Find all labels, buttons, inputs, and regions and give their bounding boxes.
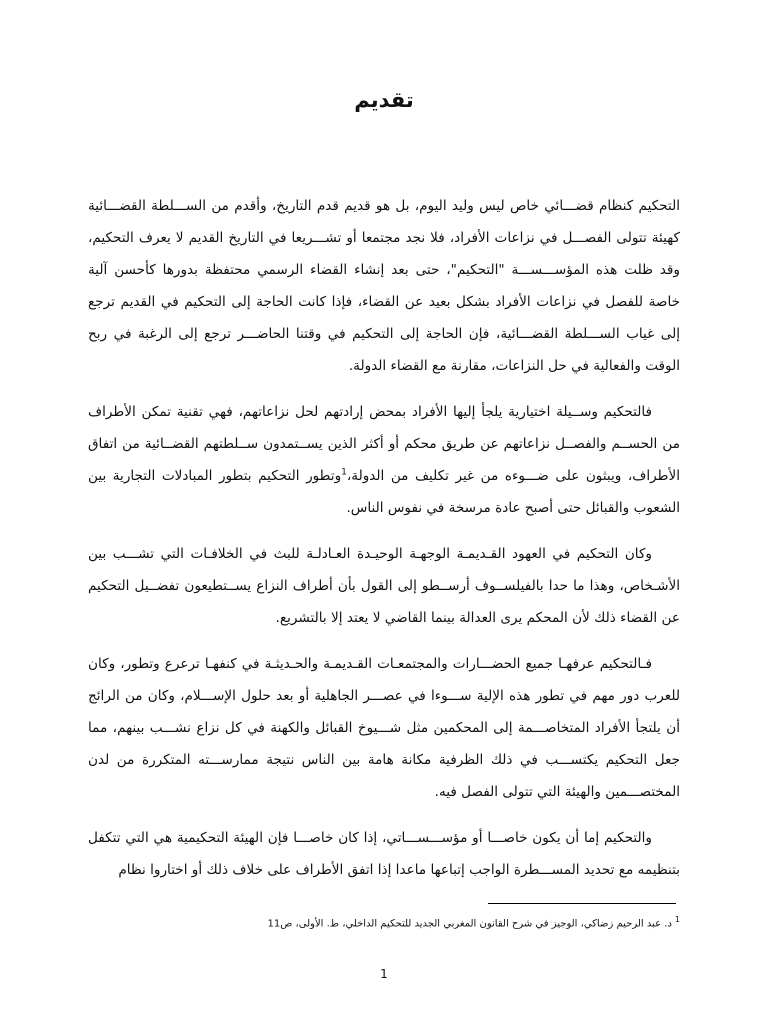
footnote-marker: 1 [674,915,680,924]
paragraph-1: التحكيم كنظام قضـــائي خاص ليس وليد اليوم، بل هو قديم قدم التاريخ، وأقدم من الســـلطة القضـــائية كهيئة تتولى الفصـــل في نزاعات الأفراد، فلا نجد مجتمعا أو تشـــريعا في التاريخ القديم لا يعرف التحكيم، وقد ظلت هذه المؤســـســـة "التحكيم"، حتى بعد إنشاء القضاء الرسمي محتفظة بدورها كأحسن آلية خاصة للفصل في نزاعات الأفراد بشكل بعيد عن القضاء، فإذا كانت الحاجة إلى التحكيم في القديم ترجع إلى غياب الســـلطة القضـــائية، فإن الحاجة إلى التحكيم في وقتنا الحاضـــر ترجع إلى الرغبة في ربح الوقت والفعالية في حل النزاعات، مقارنة مع القضاء الدولة. [88,198,680,374]
document-body [88,190,680,900]
paragraph-2-part-1: فالتحكيم وســيلة اختيارية يلجأ إليها الأفراد بمحض إرادتهم لحل نزاعاتهم، فهي تقنية تمكن الأطراف من الحســم والفصــل نزاعاتهم عن طريق محكم أو أكثر الذين يســتمدون ســلطتهم القضــائية من اتفاق الأطراف، ويبثون على ضـــوءه من غير تكليف من الدولة، [88,404,680,484]
paragraph-3: وكان التحكيم في العهود القـديمـة الوجهـة الوحيـدة العـادلـة للبث في الخلافـات التي تشـــب بين الأشـخاص، وهذا ما حدا بالفيلســوف أرســطو إلى القول بأن أطراف النزاع يســتطيعون تفضــيل التحكيم عن القضاء ذلك لأن المحكم يرى العدالة بينما القاضي لا يعتد إلا بالتشريع. [88,546,680,626]
footnote [88,912,680,932]
paragraph-4: فـالتحكيم عرفهـا جميع الحضـــارات والمجتمعـات القـديمـة والحـديثـة في كنفهـا ترعرع وتطور، وكان للعرب دور مهم في تطور هذه الإلية ســـوءا في عصـــر الجاهلية أو بعد حلول الإســـلام، وكان من الرائج أن يلتجأ الأفراد المتخاصـــمة إلى المحكمين مثل شـــيوخ القبائل والكهنة في كل نزاع نشـــب بينهم، مما جعل التحكيم يكتســـب في ذلك الظرفية مكانة هامة بين الناس نتيجة ممارســـته المتكررة من لدن المختصـــمين والهيئة التي تتولى الفصل فيه. [88,656,680,800]
page-number: 1 [380,967,388,981]
footnote-text: د. عبد الرحيم زضاكي، الوجيز في شرح القانون المغربي الجديد للتحكيم الداخلي، ط. الأولى، ص11 [267,918,672,930]
document-title: تقديم [354,88,414,112]
footnote-separator [488,903,676,904]
paragraph-5: والتحكيم إما أن يكون خاصـــا أو مؤســـســـاتي، إذا كان خاصـــا فإن الهيئة التحكيمية هي التي تتكفل بتنظيمه مع تحديد المســـطرة الواجب إتباعها ماعدا إذا اتفق الأطراف على خلاف ذلك أو اختاروا نظام [88,830,680,878]
paragraph-2-part-2: وتطور التحكيم بتطور المبادلات التجارية بين الشعوب والقبائل حتى أصبح عادة مرسخة في نفوس الناس. [88,468,680,516]
paragraph-2 [88,396,680,524]
footnote-reference[interactable]: 1 [341,467,347,478]
